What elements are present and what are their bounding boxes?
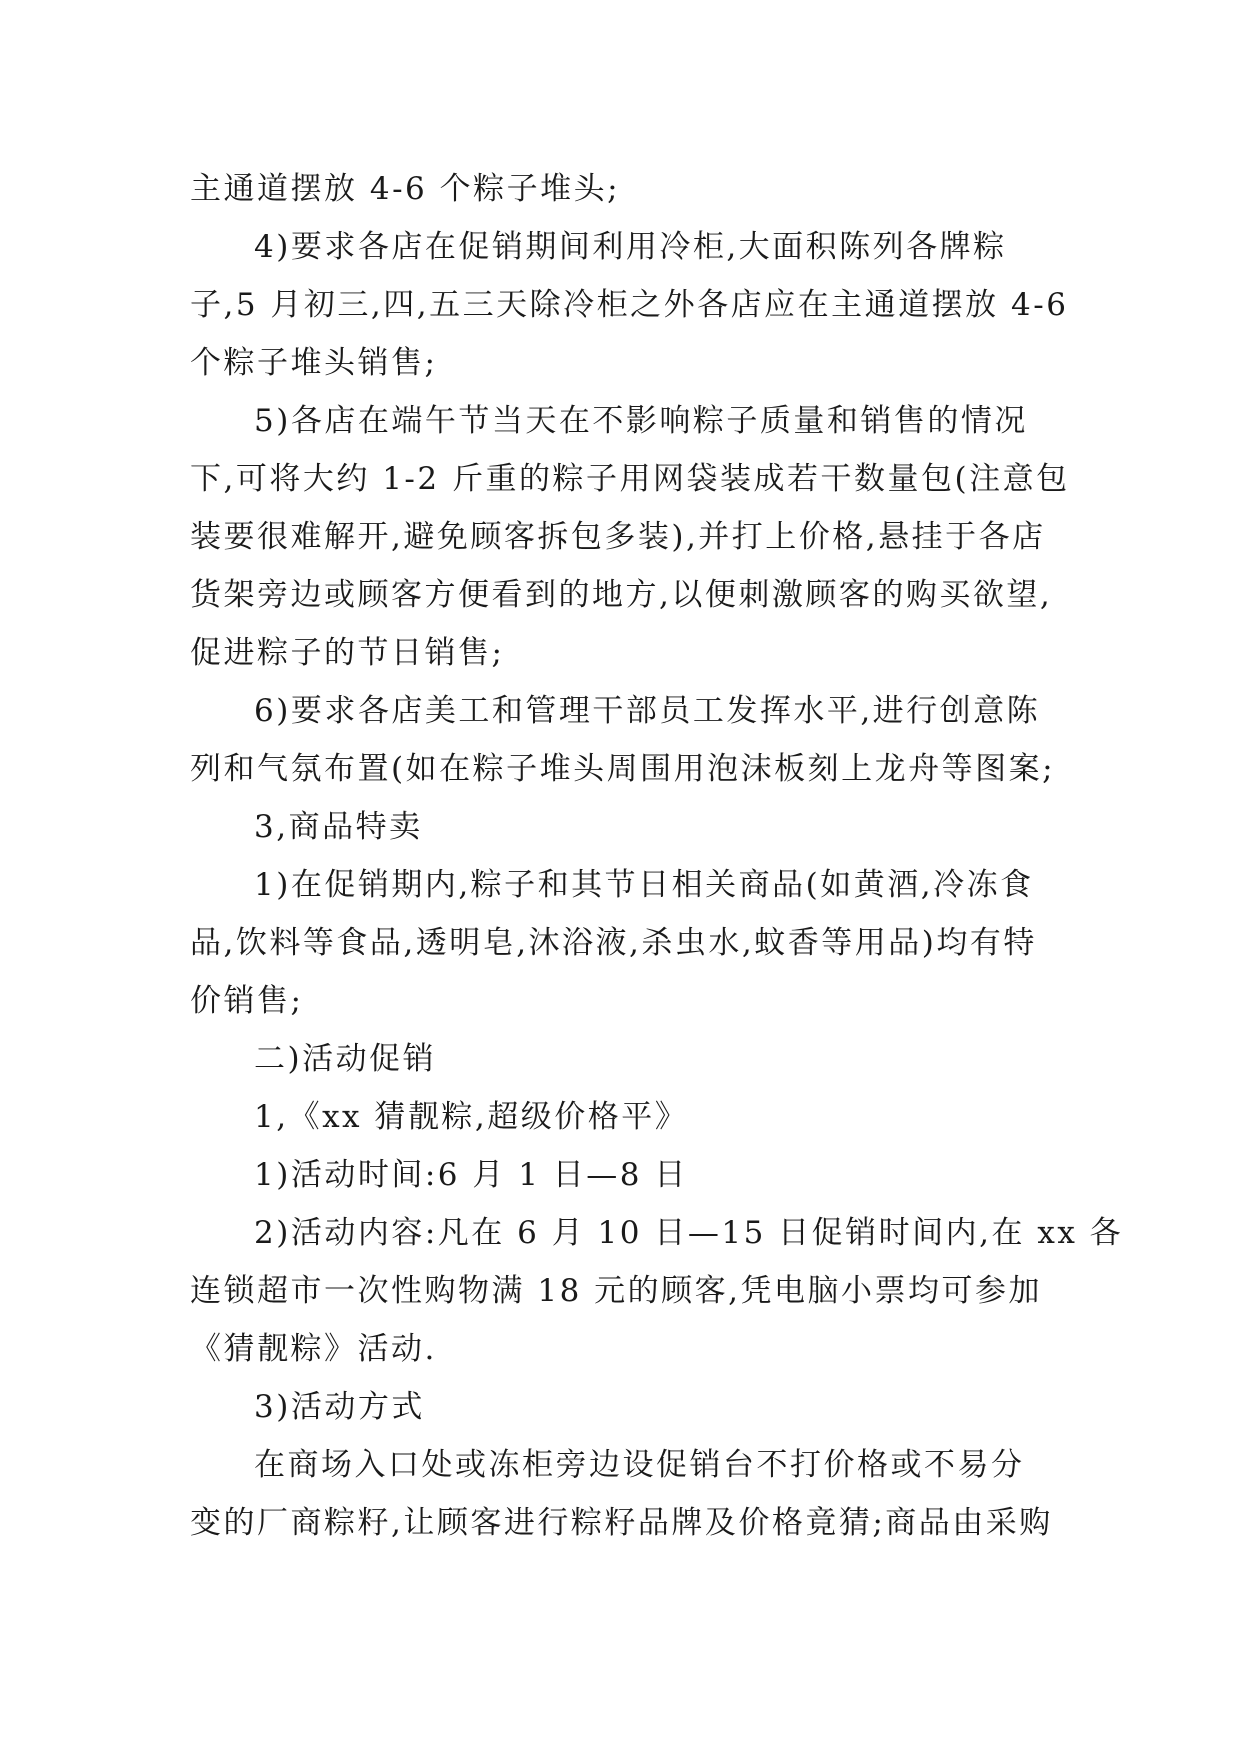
text-line: 《猜靓粽》活动. <box>190 1331 437 1367</box>
text-line: 6)要求各店美工和管理干部员工发挥水平,进行创意陈 <box>254 693 1041 729</box>
text-line: 主通道摆放 4-6 个粽子堆头; <box>190 171 621 207</box>
text-line: 1)在促销期内,粽子和其节日相关商品(如黄酒,冷冻食 <box>254 867 1034 903</box>
section-heading: 1,《xx 猜靓粽,超级价格平》 <box>254 1099 689 1135</box>
section-heading: 二)活动促销 <box>254 1041 437 1077</box>
text-line: 促进粽子的节日销售; <box>190 635 505 671</box>
text-line: 3)活动方式 <box>254 1389 425 1425</box>
text-line: 变的厂商粽籽,让顾客进行粽籽品牌及价格竟猜;商品由采购 <box>190 1505 1053 1541</box>
text-line: 2)活动内容:凡在 6 月 10 日—15 日促销时间内,在 xx 各 <box>254 1215 1124 1251</box>
section-heading: 3,商品特卖 <box>254 809 423 845</box>
text-line: 4)要求各店在促销期间利用冷柜,大面积陈列各牌粽 <box>254 229 1007 265</box>
text-line: 子,5 月初三,四,五三天除冷柜之外各店应在主通道摆放 4-6 <box>190 287 1069 323</box>
text-line: 在商场入口处或冻柜旁边设促销台不打价格或不易分 <box>254 1447 1025 1483</box>
text-line: 品,饮料等食品,透明皂,沐浴液,杀虫水,蚊香等用品)均有特 <box>190 925 1037 961</box>
text-line: 货架旁边或顾客方便看到的地方,以便刺激顾客的购买欲望, <box>190 577 1053 613</box>
document-body <box>190 160 1124 1552</box>
text-line: 列和气氛布置(如在粽子堆头周围用泡沫板刻上龙舟等图案; <box>190 751 1056 787</box>
text-line: 装要很难解开,避免顾客拆包多装),并打上价格,悬挂于各店 <box>190 519 1046 555</box>
text-line: 5)各店在端午节当天在不影响粽子质量和销售的情况 <box>254 403 1028 439</box>
text-line: 连锁超市一次性购物满 18 元的顾客,凭电脑小票均可参加 <box>190 1273 1043 1309</box>
text-line: 个粽子堆头销售; <box>190 345 438 381</box>
text-line: 下,可将大约 1-2 斤重的粽子用网袋装成若干数量包(注意包 <box>190 461 1070 497</box>
text-line: 1)活动时间:6 月 1 日—8 日 <box>254 1157 688 1193</box>
text-line: 价销售; <box>190 983 304 1019</box>
